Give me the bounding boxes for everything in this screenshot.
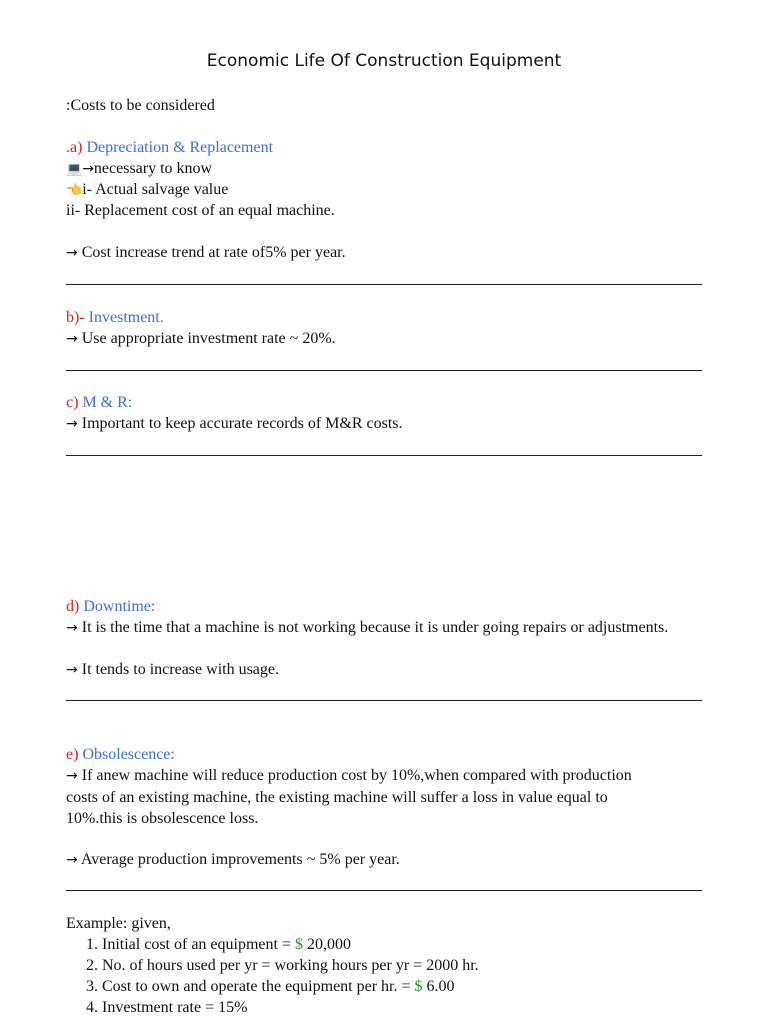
section-b-note <box>66 328 336 349</box>
list-item-value: 6.00 <box>422 978 455 995</box>
divider <box>66 284 702 285</box>
currency-symbol: $ <box>414 978 423 995</box>
arrow-icon: → <box>66 331 78 347</box>
list-item-number: 4. <box>86 999 98 1016</box>
list-item-number: 2. <box>86 957 98 974</box>
section-a-line-2-text: i- Actual salvage value <box>82 181 229 198</box>
list-item-text: No. of hours used per yr = working hours per yr = 2000 hr. <box>102 957 479 974</box>
section-a-line-3: ii- Replacement cost of an equal machine. <box>66 202 335 219</box>
section-a-note-text: Cost increase trend at rate of5% per year. <box>81 244 346 261</box>
section-a-line-2 <box>66 179 228 200</box>
section-a-prefix: .a) <box>66 139 83 156</box>
section-e-note-1-text: If anew machine will reduce production cost by 10%,when compared with production costs of an existing machine, the existing machine will suffer a loss in value equal to 10%.this is obsolescence loss. <box>66 767 632 827</box>
list-item <box>66 976 479 997</box>
section-e-note-1 <box>66 765 666 829</box>
divider <box>66 700 702 701</box>
arrow-icon: → <box>66 620 78 636</box>
section-a-line-1-text: necessary to know <box>93 160 213 177</box>
divider <box>66 455 702 456</box>
list-item-text: Investment rate = 15% <box>102 999 248 1016</box>
section-d-note-1 <box>66 617 706 639</box>
hand-pointing-icon: 👈 <box>66 183 83 198</box>
example-heading: Example: given, <box>66 915 171 932</box>
list-item-number: 1. <box>86 936 98 953</box>
arrow-icon: → <box>66 768 78 784</box>
arrow-icon: → <box>66 416 78 432</box>
section-e-note-2-text: Average production improvements ~ 5% per year. <box>80 851 400 868</box>
example-list <box>66 934 479 1018</box>
section-a-line-1 <box>66 158 212 179</box>
section-a-note <box>66 242 346 263</box>
section-b-note-text: Use appropriate investment rate ~ 20%. <box>81 330 336 347</box>
section-e-note-2 <box>66 849 400 870</box>
section-b-title: Investment. <box>88 309 164 326</box>
list-item <box>66 934 479 955</box>
section-d-prefix: d) <box>66 598 80 615</box>
section-e-prefix: e) <box>66 746 79 763</box>
currency-symbol: $ <box>294 936 303 953</box>
list-item-text: Cost to own and operate the equipment per hr. = <box>102 978 415 995</box>
arrow-icon: → <box>66 245 78 261</box>
section-d-note-2-text: It tends to increase with usage. <box>81 661 280 678</box>
computer-icon: 💻 <box>66 162 83 177</box>
list-item-value: 20,000 <box>302 936 351 953</box>
section-e-heading <box>66 744 175 765</box>
section-c-note <box>66 413 403 434</box>
arrow-icon: → <box>66 662 78 678</box>
list-item-number: 3. <box>86 978 98 995</box>
section-a-heading <box>66 137 273 158</box>
section-c-note-text: Important to keep accurate records of M&R costs. <box>81 415 403 432</box>
list-item <box>66 955 479 976</box>
section-d-title: Downtime: <box>83 598 156 615</box>
section-c-title: M & R: <box>82 394 133 411</box>
document-title: Economic Life Of Construction Equipment <box>206 51 562 71</box>
divider <box>66 890 702 891</box>
divider <box>66 370 702 371</box>
section-b-prefix: b)- <box>66 309 85 326</box>
section-d-note-1-text: It is the time that a machine is not working because it is under going repairs or adjustments. <box>81 619 669 636</box>
arrow-icon: → <box>66 852 78 868</box>
section-d-note-2 <box>66 659 279 680</box>
intro-text: :Costs to be considered <box>66 97 215 114</box>
section-b-heading <box>66 307 164 328</box>
list-item <box>66 997 479 1018</box>
section-d-heading <box>66 596 155 617</box>
section-a-title: Depreciation & Replacement <box>86 139 274 156</box>
section-c-prefix: c) <box>66 394 79 411</box>
section-c-heading <box>66 392 132 413</box>
list-item-text: Initial cost of an equipment = <box>102 936 295 953</box>
arrow-icon: → <box>82 161 94 177</box>
section-e-title: Obsolescence: <box>82 746 175 763</box>
